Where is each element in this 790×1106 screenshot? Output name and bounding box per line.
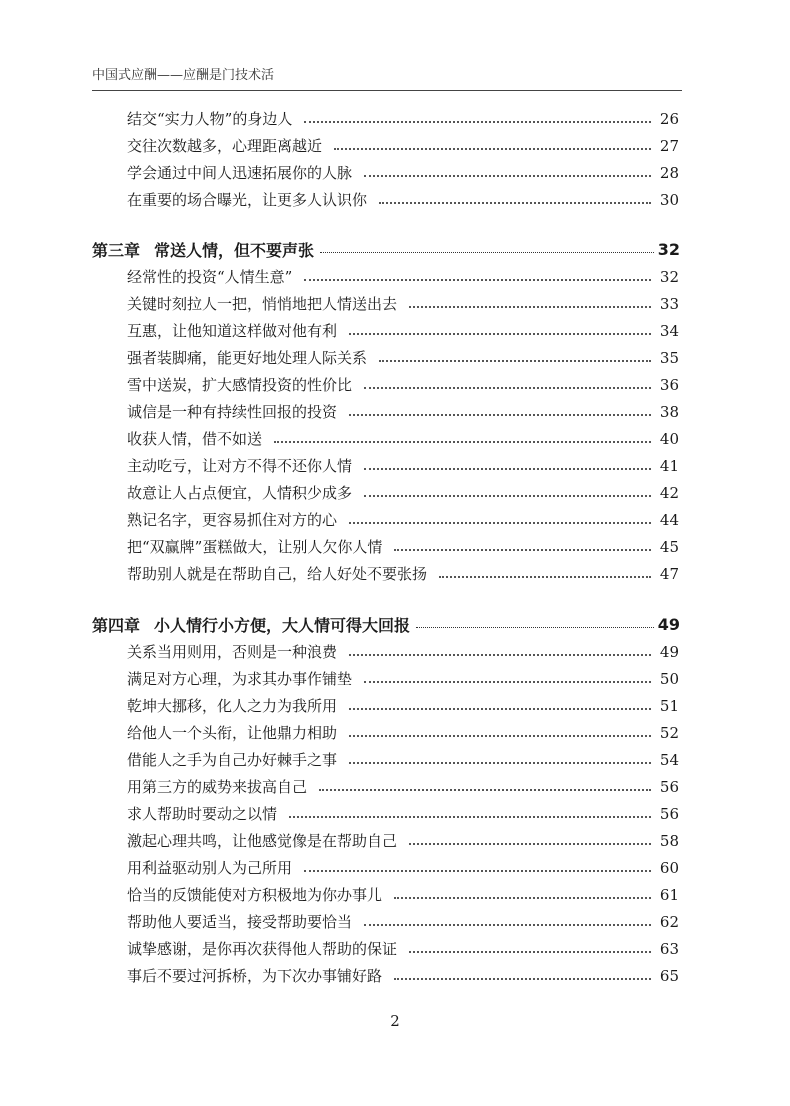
- toc-entry-page: 56: [659, 778, 679, 796]
- toc-entry-page: 42: [659, 484, 679, 502]
- toc-entry-title: 满足对方心理，为求其办事作铺垫: [127, 670, 353, 688]
- dot-leader: [349, 522, 651, 524]
- toc-entry[interactable]: [127, 666, 679, 693]
- dot-leader: [304, 279, 651, 281]
- toc-entry-page: 44: [659, 511, 679, 529]
- toc-entry-page: 33: [659, 295, 679, 313]
- dot-leader: [289, 816, 651, 818]
- toc-entry-title: 帮助他人要适当，接受帮助要恰当: [127, 913, 353, 931]
- toc-entry-page: 35: [659, 349, 679, 367]
- toc-entry-title: 诚信是一种有持续性回报的投资: [127, 403, 338, 421]
- toc-entry-page: 32: [659, 268, 679, 286]
- toc-entry-title: 求人帮助时要动之以情: [127, 805, 278, 823]
- chapter-number: 第四章: [92, 615, 141, 635]
- toc-entry-title: 给他人一个头衔，让他鼎力相助: [127, 724, 338, 742]
- dot-leader: [409, 843, 651, 845]
- dot-leader: [304, 870, 651, 872]
- toc-entry-title: 经常性的投资“人情生意”: [127, 268, 293, 286]
- toc-entry[interactable]: [127, 264, 679, 291]
- dot-leader: [394, 549, 651, 551]
- toc-entry[interactable]: [127, 561, 679, 588]
- dot-leader: [320, 252, 654, 253]
- toc-entry-title: 激起心理共鸣，让他感觉像是在帮助自己: [127, 832, 398, 850]
- dot-leader: [364, 495, 651, 497]
- toc-entry-title: 主动吃亏，让对方不得不还你人情: [127, 457, 353, 475]
- toc-entry-page: 36: [659, 376, 679, 394]
- dot-leader: [274, 441, 651, 443]
- toc-entry-page: 38: [659, 403, 679, 421]
- dot-leader: [349, 708, 651, 710]
- toc-entry-page: 26: [659, 110, 679, 128]
- toc-entry-title: 在重要的场合曝光，让更多人认识你: [127, 191, 368, 209]
- toc-entry[interactable]: [127, 318, 679, 345]
- dot-leader: [349, 762, 651, 764]
- toc-entry-page: 40: [659, 430, 679, 448]
- toc-entry-page: 61: [659, 886, 679, 904]
- toc-entry-page: 51: [659, 697, 679, 715]
- dot-leader: [379, 202, 651, 204]
- toc-entry-page: 28: [659, 164, 679, 182]
- toc-entry-page: 54: [659, 751, 679, 769]
- toc-entry[interactable]: [127, 106, 679, 133]
- toc-entry-title: 雪中送炭，扩大感情投资的性价比: [127, 376, 353, 394]
- toc-entry-title: 关键时刻拉人一把，悄悄地把人情送出去: [127, 295, 398, 313]
- toc-entry-title: 故意让人占点便宜，人情积少成多: [127, 484, 353, 502]
- toc-entry[interactable]: [127, 291, 679, 318]
- chapter-heading[interactable]: [92, 609, 680, 639]
- dot-leader: [364, 175, 651, 177]
- toc-entry[interactable]: [127, 801, 679, 828]
- dot-leader: [334, 148, 651, 150]
- page-number: 2: [390, 1012, 400, 1030]
- toc-entry[interactable]: [127, 936, 679, 963]
- toc-entry-page: 41: [659, 457, 679, 475]
- toc-entry-title: 学会通过中间人迅速拓展你的人脉: [127, 164, 353, 182]
- toc-entry-page: 45: [659, 538, 679, 556]
- toc-entry-title: 结交“实力人物”的身边人: [127, 110, 293, 128]
- toc-entry-title: 熟记名字，更容易抓住对方的心: [127, 511, 338, 529]
- toc-entry-title: 交往次数越多，心理距离越近: [127, 137, 323, 155]
- toc-entry[interactable]: [127, 882, 679, 909]
- dot-leader: [364, 387, 651, 389]
- toc-entry[interactable]: [127, 372, 679, 399]
- toc-entry[interactable]: [127, 909, 679, 936]
- toc-entry[interactable]: [127, 160, 679, 187]
- toc-entry[interactable]: [127, 399, 679, 426]
- toc-entry[interactable]: [127, 133, 679, 160]
- toc-entry-page: 63: [659, 940, 679, 958]
- toc-entry[interactable]: [127, 480, 679, 507]
- toc-entry[interactable]: [127, 507, 679, 534]
- toc-entry-title: 诚挚感谢，是你再次获得他人帮助的保证: [127, 940, 398, 958]
- dot-leader: [439, 576, 651, 578]
- dot-leader: [304, 121, 651, 123]
- toc-entry[interactable]: [127, 720, 679, 747]
- toc-entry-title: 关系当用则用，否则是一种浪费: [127, 643, 338, 661]
- dot-leader: [409, 951, 651, 953]
- toc-entry-title: 乾坤大挪移，化人之力为我所用: [127, 697, 338, 715]
- toc-entry-title: 互惠，让他知道这样做对他有利: [127, 322, 338, 340]
- toc-entry-page: 65: [659, 967, 679, 985]
- chapter-page: 49: [657, 614, 680, 634]
- toc-entry-title: 借能人之手为自己办好棘手之事: [127, 751, 338, 769]
- chapter-number: 第三章: [92, 240, 141, 260]
- toc-entry-title: 恰当的反馈能使对方积极地为你办事儿: [127, 886, 383, 904]
- toc-entry[interactable]: [127, 639, 679, 666]
- dot-leader: [394, 978, 651, 980]
- toc-entry-page: 34: [659, 322, 679, 340]
- dot-leader: [409, 306, 651, 308]
- toc-entry-page: 58: [659, 832, 679, 850]
- toc-entry[interactable]: [127, 747, 679, 774]
- dot-leader: [349, 654, 651, 656]
- toc-entry-title: 把“双赢牌”蛋糕做大，让别人欠你人情: [127, 538, 383, 556]
- toc-entry-page: 50: [659, 670, 679, 688]
- toc-entry[interactable]: [127, 693, 679, 720]
- dot-leader: [416, 627, 654, 628]
- dot-leader: [394, 897, 651, 899]
- toc-entry-title: 收获人情，借不如送: [127, 430, 263, 448]
- toc-entry[interactable]: [127, 345, 679, 372]
- toc-entry-page: 27: [659, 137, 679, 155]
- toc-entry-page: 52: [659, 724, 679, 742]
- dot-leader: [364, 681, 651, 683]
- toc-entry-title: 用第三方的威势来拔高自己: [127, 778, 308, 796]
- header-rule: [92, 90, 682, 91]
- toc-entry-title: 帮助别人就是在帮助自己，给人好处不要张扬: [127, 565, 428, 583]
- toc-entry-title: 用利益驱动别人为己所用: [127, 859, 293, 877]
- toc-entry-title: 事后不要过河拆桥，为下次办事铺好路: [127, 967, 383, 985]
- toc-entry-page: 49: [659, 643, 679, 661]
- dot-leader: [319, 789, 651, 791]
- dot-leader: [364, 924, 651, 926]
- toc-entry[interactable]: [127, 187, 679, 214]
- chapter-title: 小人情行小方便，大人情可得大回报: [154, 615, 411, 635]
- toc-entry[interactable]: [127, 453, 679, 480]
- chapter-title: 常送人情，但不要声张: [154, 240, 315, 260]
- toc-entry-page: 56: [659, 805, 679, 823]
- chapter-heading[interactable]: [92, 234, 680, 264]
- dot-leader: [349, 333, 651, 335]
- toc-entry[interactable]: [127, 963, 679, 990]
- toc-entry-page: 60: [659, 859, 679, 877]
- dot-leader: [379, 360, 651, 362]
- dot-leader: [364, 468, 651, 470]
- dot-leader: [349, 735, 651, 737]
- toc-entry-page: 62: [659, 913, 679, 931]
- dot-leader: [349, 414, 651, 416]
- toc-entry[interactable]: [127, 426, 679, 453]
- toc-entry[interactable]: [127, 534, 679, 561]
- chapter-page: 32: [657, 239, 680, 259]
- toc-entry[interactable]: [127, 828, 679, 855]
- toc-entry-page: 30: [659, 191, 679, 209]
- running-title: 中国式应酬——应酬是门技术活: [92, 68, 275, 83]
- toc-entry-page: 47: [659, 565, 679, 583]
- toc-entry-title: 强者装脚痛，能更好地处理人际关系: [127, 349, 368, 367]
- toc-entry[interactable]: [127, 774, 679, 801]
- toc-entry[interactable]: [127, 855, 679, 882]
